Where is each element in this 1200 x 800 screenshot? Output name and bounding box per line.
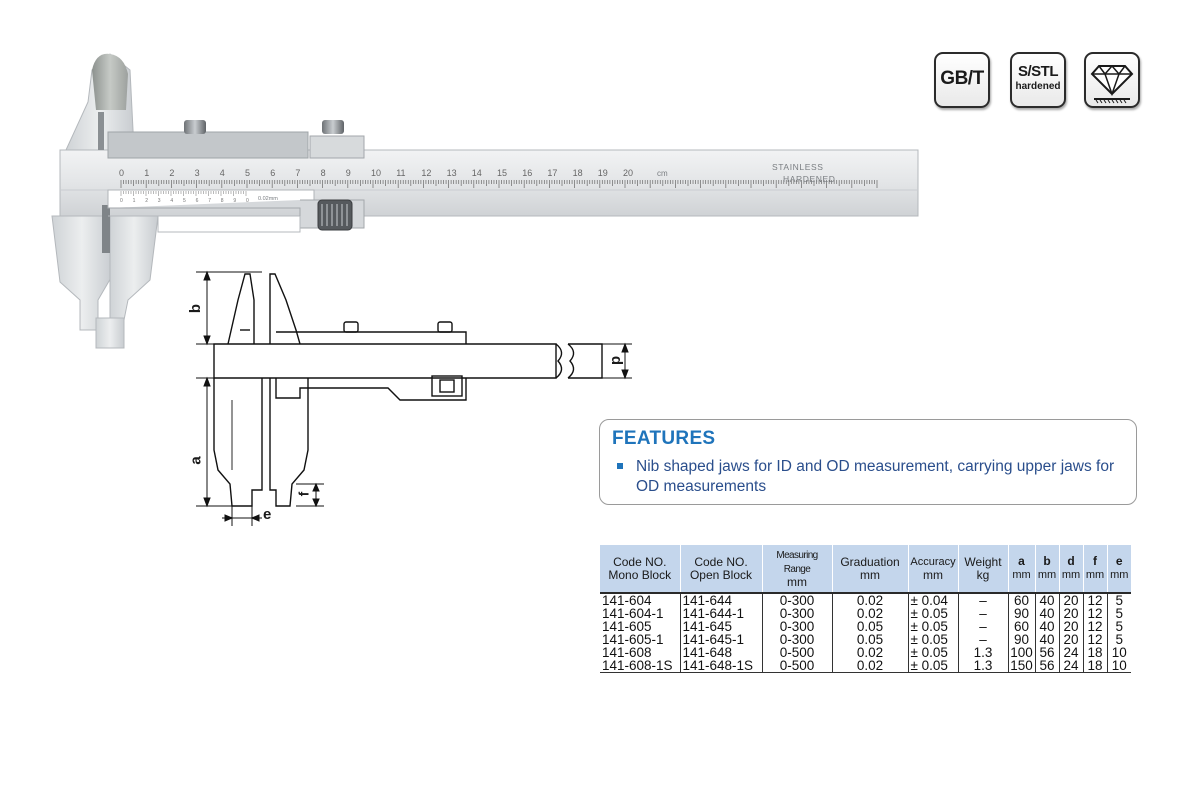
cell-e: 10 bbox=[1107, 659, 1131, 673]
header-measuring-range: Measuring Range mm bbox=[762, 545, 832, 593]
table-row bbox=[600, 593, 1131, 607]
diamond-icon bbox=[1086, 54, 1138, 106]
dimension-label-b: b bbox=[187, 303, 205, 314]
table-header-row bbox=[600, 545, 1131, 593]
scale-unit: cm bbox=[657, 169, 668, 178]
cell-code-open: 141-644-1 bbox=[680, 607, 762, 620]
dimension-label-f: f bbox=[295, 491, 312, 497]
scale-number: 10 bbox=[371, 168, 382, 178]
scale-number: 12 bbox=[421, 168, 432, 178]
vernier-number: 7 bbox=[208, 198, 211, 204]
cell-a: 150 bbox=[1008, 659, 1035, 673]
cell-graduation: 0.02 bbox=[832, 646, 908, 659]
features-box bbox=[599, 419, 1137, 505]
cell-e: 5 bbox=[1107, 620, 1131, 633]
cell-weight: – bbox=[958, 607, 1008, 620]
table-row bbox=[600, 659, 1131, 673]
feature-item: Nib shaped jaws for ID and OD measurement, carrying upper jaws for OD measurements bbox=[636, 458, 1115, 495]
cell-accuracy: ± 0.05 bbox=[908, 620, 958, 633]
cell-a: 60 bbox=[1008, 620, 1035, 633]
scale-number: 8 bbox=[320, 168, 326, 178]
header-d: d mm bbox=[1059, 545, 1083, 593]
cell-weight: – bbox=[958, 593, 1008, 607]
cell-code-mono: 141-605 bbox=[602, 619, 652, 634]
diamond-badge bbox=[1084, 52, 1140, 108]
header-graduation: Graduation mm bbox=[832, 545, 908, 593]
cell-code-mono: 141-604-1 bbox=[602, 606, 664, 621]
scale-number: 0 bbox=[119, 168, 125, 178]
cell-b: 40 bbox=[1035, 620, 1059, 633]
scale-number: 11 bbox=[396, 168, 406, 178]
cell-range: 0-300 bbox=[762, 633, 832, 646]
feature-bullet bbox=[617, 463, 623, 469]
vernier-number: 4 bbox=[170, 198, 174, 204]
sstl-badge-line2: hardened bbox=[1015, 81, 1061, 92]
scale-number: 7 bbox=[295, 168, 301, 178]
cell-a: 100 bbox=[1008, 646, 1035, 659]
header-code-open: Code NO. Open Block bbox=[680, 545, 762, 593]
cell-accuracy: ± 0.05 bbox=[908, 633, 958, 646]
specification-table bbox=[600, 545, 1131, 673]
cell-f: 18 bbox=[1083, 659, 1107, 673]
cell-b: 56 bbox=[1035, 646, 1059, 659]
gbt-standard-badge bbox=[934, 52, 990, 108]
scale-number: 13 bbox=[446, 168, 457, 178]
cell-code-mono: 141-608 bbox=[602, 645, 652, 660]
cell-graduation: 0.05 bbox=[832, 633, 908, 646]
stamp-line2: HARDENED bbox=[783, 174, 836, 184]
scale-number: 17 bbox=[547, 168, 558, 178]
dimension-label-d: d bbox=[608, 355, 626, 366]
scale-number: 5 bbox=[245, 168, 251, 178]
cell-e: 10 bbox=[1107, 646, 1131, 659]
cell-range: 0-500 bbox=[762, 646, 832, 659]
scale-number: 14 bbox=[471, 168, 482, 178]
vernier-number: 3 bbox=[157, 198, 161, 204]
scale-number: 19 bbox=[597, 168, 608, 178]
scale-number: 6 bbox=[270, 168, 276, 178]
cell-code-open: 141-648-1S bbox=[680, 659, 762, 673]
cell-code-mono: 141-605-1 bbox=[602, 632, 664, 647]
vernier-number: 5 bbox=[183, 198, 186, 204]
dimension-label-a: a bbox=[187, 456, 205, 465]
cell-f: 12 bbox=[1083, 593, 1107, 607]
cell-code-mono: 141-608-1S bbox=[600, 659, 680, 673]
scale-number: 15 bbox=[497, 168, 508, 178]
cell-range: 0-300 bbox=[762, 593, 832, 607]
cell-accuracy: ± 0.05 bbox=[908, 659, 958, 673]
cell-graduation: 0.02 bbox=[832, 607, 908, 620]
stainless-hardened-badge bbox=[1010, 52, 1066, 108]
features-title: FEATURES bbox=[612, 428, 716, 449]
cell-d: 20 bbox=[1059, 633, 1083, 646]
cell-f: 12 bbox=[1083, 620, 1107, 633]
vernier-label: 0.02mm bbox=[258, 196, 278, 202]
header-weight: Weight kg bbox=[958, 545, 1008, 593]
cell-range: 0-300 bbox=[762, 607, 832, 620]
scale-number: 4 bbox=[219, 168, 225, 178]
cell-code-mono: 141-604 bbox=[602, 593, 652, 608]
cell-e: 5 bbox=[1107, 593, 1131, 607]
sstl-badge-line1: S/STL bbox=[1017, 63, 1058, 80]
cell-code-open: 141-644 bbox=[680, 593, 762, 607]
cell-weight: – bbox=[958, 620, 1008, 633]
scale-number: 18 bbox=[572, 168, 583, 178]
cell-f: 12 bbox=[1083, 607, 1107, 620]
caliper-dimension-diagram bbox=[180, 262, 640, 530]
scale-number: 16 bbox=[522, 168, 533, 178]
cell-b: 40 bbox=[1035, 593, 1059, 607]
scale-number: 2 bbox=[169, 168, 175, 178]
cell-code-open: 141-645-1 bbox=[680, 633, 762, 646]
cell-code-open: 141-648 bbox=[680, 646, 762, 659]
vernier-number: 0 bbox=[246, 198, 249, 204]
scale-number: 1 bbox=[144, 168, 150, 178]
scale-number: 20 bbox=[623, 168, 634, 178]
cell-d: 24 bbox=[1059, 659, 1083, 673]
cell-range: 0-500 bbox=[762, 659, 832, 673]
header-b: b mm bbox=[1035, 545, 1059, 593]
cell-graduation: 0.05 bbox=[832, 620, 908, 633]
cell-d: 20 bbox=[1059, 593, 1083, 607]
cell-e: 5 bbox=[1107, 607, 1131, 620]
cell-a: 60 bbox=[1008, 593, 1035, 607]
cell-f: 12 bbox=[1083, 633, 1107, 646]
scale-number: 3 bbox=[194, 168, 200, 178]
cell-b: 40 bbox=[1035, 607, 1059, 620]
cell-d: 20 bbox=[1059, 607, 1083, 620]
header-f: f mm bbox=[1083, 545, 1107, 593]
cell-weight: 1.3 bbox=[958, 646, 1008, 659]
cell-weight: – bbox=[958, 633, 1008, 646]
header-accuracy: Accuracy mm bbox=[908, 545, 958, 593]
cell-f: 18 bbox=[1083, 646, 1107, 659]
vernier-number: 1 bbox=[132, 198, 136, 204]
cell-graduation: 0.02 bbox=[832, 593, 908, 607]
gbt-badge-text: GB/T bbox=[940, 68, 984, 89]
dimension-label-e: e bbox=[263, 506, 272, 523]
stamp-line1: STAINLESS bbox=[772, 162, 824, 172]
scale-number: 9 bbox=[345, 168, 351, 178]
cell-d: 20 bbox=[1059, 620, 1083, 633]
cell-code-open: 141-645 bbox=[680, 620, 762, 633]
cell-graduation: 0.02 bbox=[832, 659, 908, 673]
cell-accuracy: ± 0.04 bbox=[908, 593, 958, 607]
vernier-number: 0 bbox=[120, 198, 123, 204]
cell-accuracy: ± 0.05 bbox=[908, 607, 958, 620]
vernier-number: 2 bbox=[145, 198, 148, 204]
vernier-number: 6 bbox=[195, 198, 199, 204]
cell-b: 56 bbox=[1035, 659, 1059, 673]
vernier-number: 8 bbox=[220, 198, 224, 204]
cell-b: 40 bbox=[1035, 633, 1059, 646]
cell-accuracy: ± 0.05 bbox=[908, 646, 958, 659]
header-a: a mm bbox=[1008, 545, 1035, 593]
cell-weight: 1.3 bbox=[958, 659, 1008, 673]
cell-e: 5 bbox=[1107, 633, 1131, 646]
cell-d: 24 bbox=[1059, 646, 1083, 659]
vernier-number: 9 bbox=[233, 198, 237, 204]
header-e: e mm bbox=[1107, 545, 1131, 593]
cell-range: 0-300 bbox=[762, 620, 832, 633]
header-code-mono: Code NO. Mono Block bbox=[600, 545, 680, 593]
cell-a: 90 bbox=[1008, 607, 1035, 620]
cell-a: 90 bbox=[1008, 633, 1035, 646]
